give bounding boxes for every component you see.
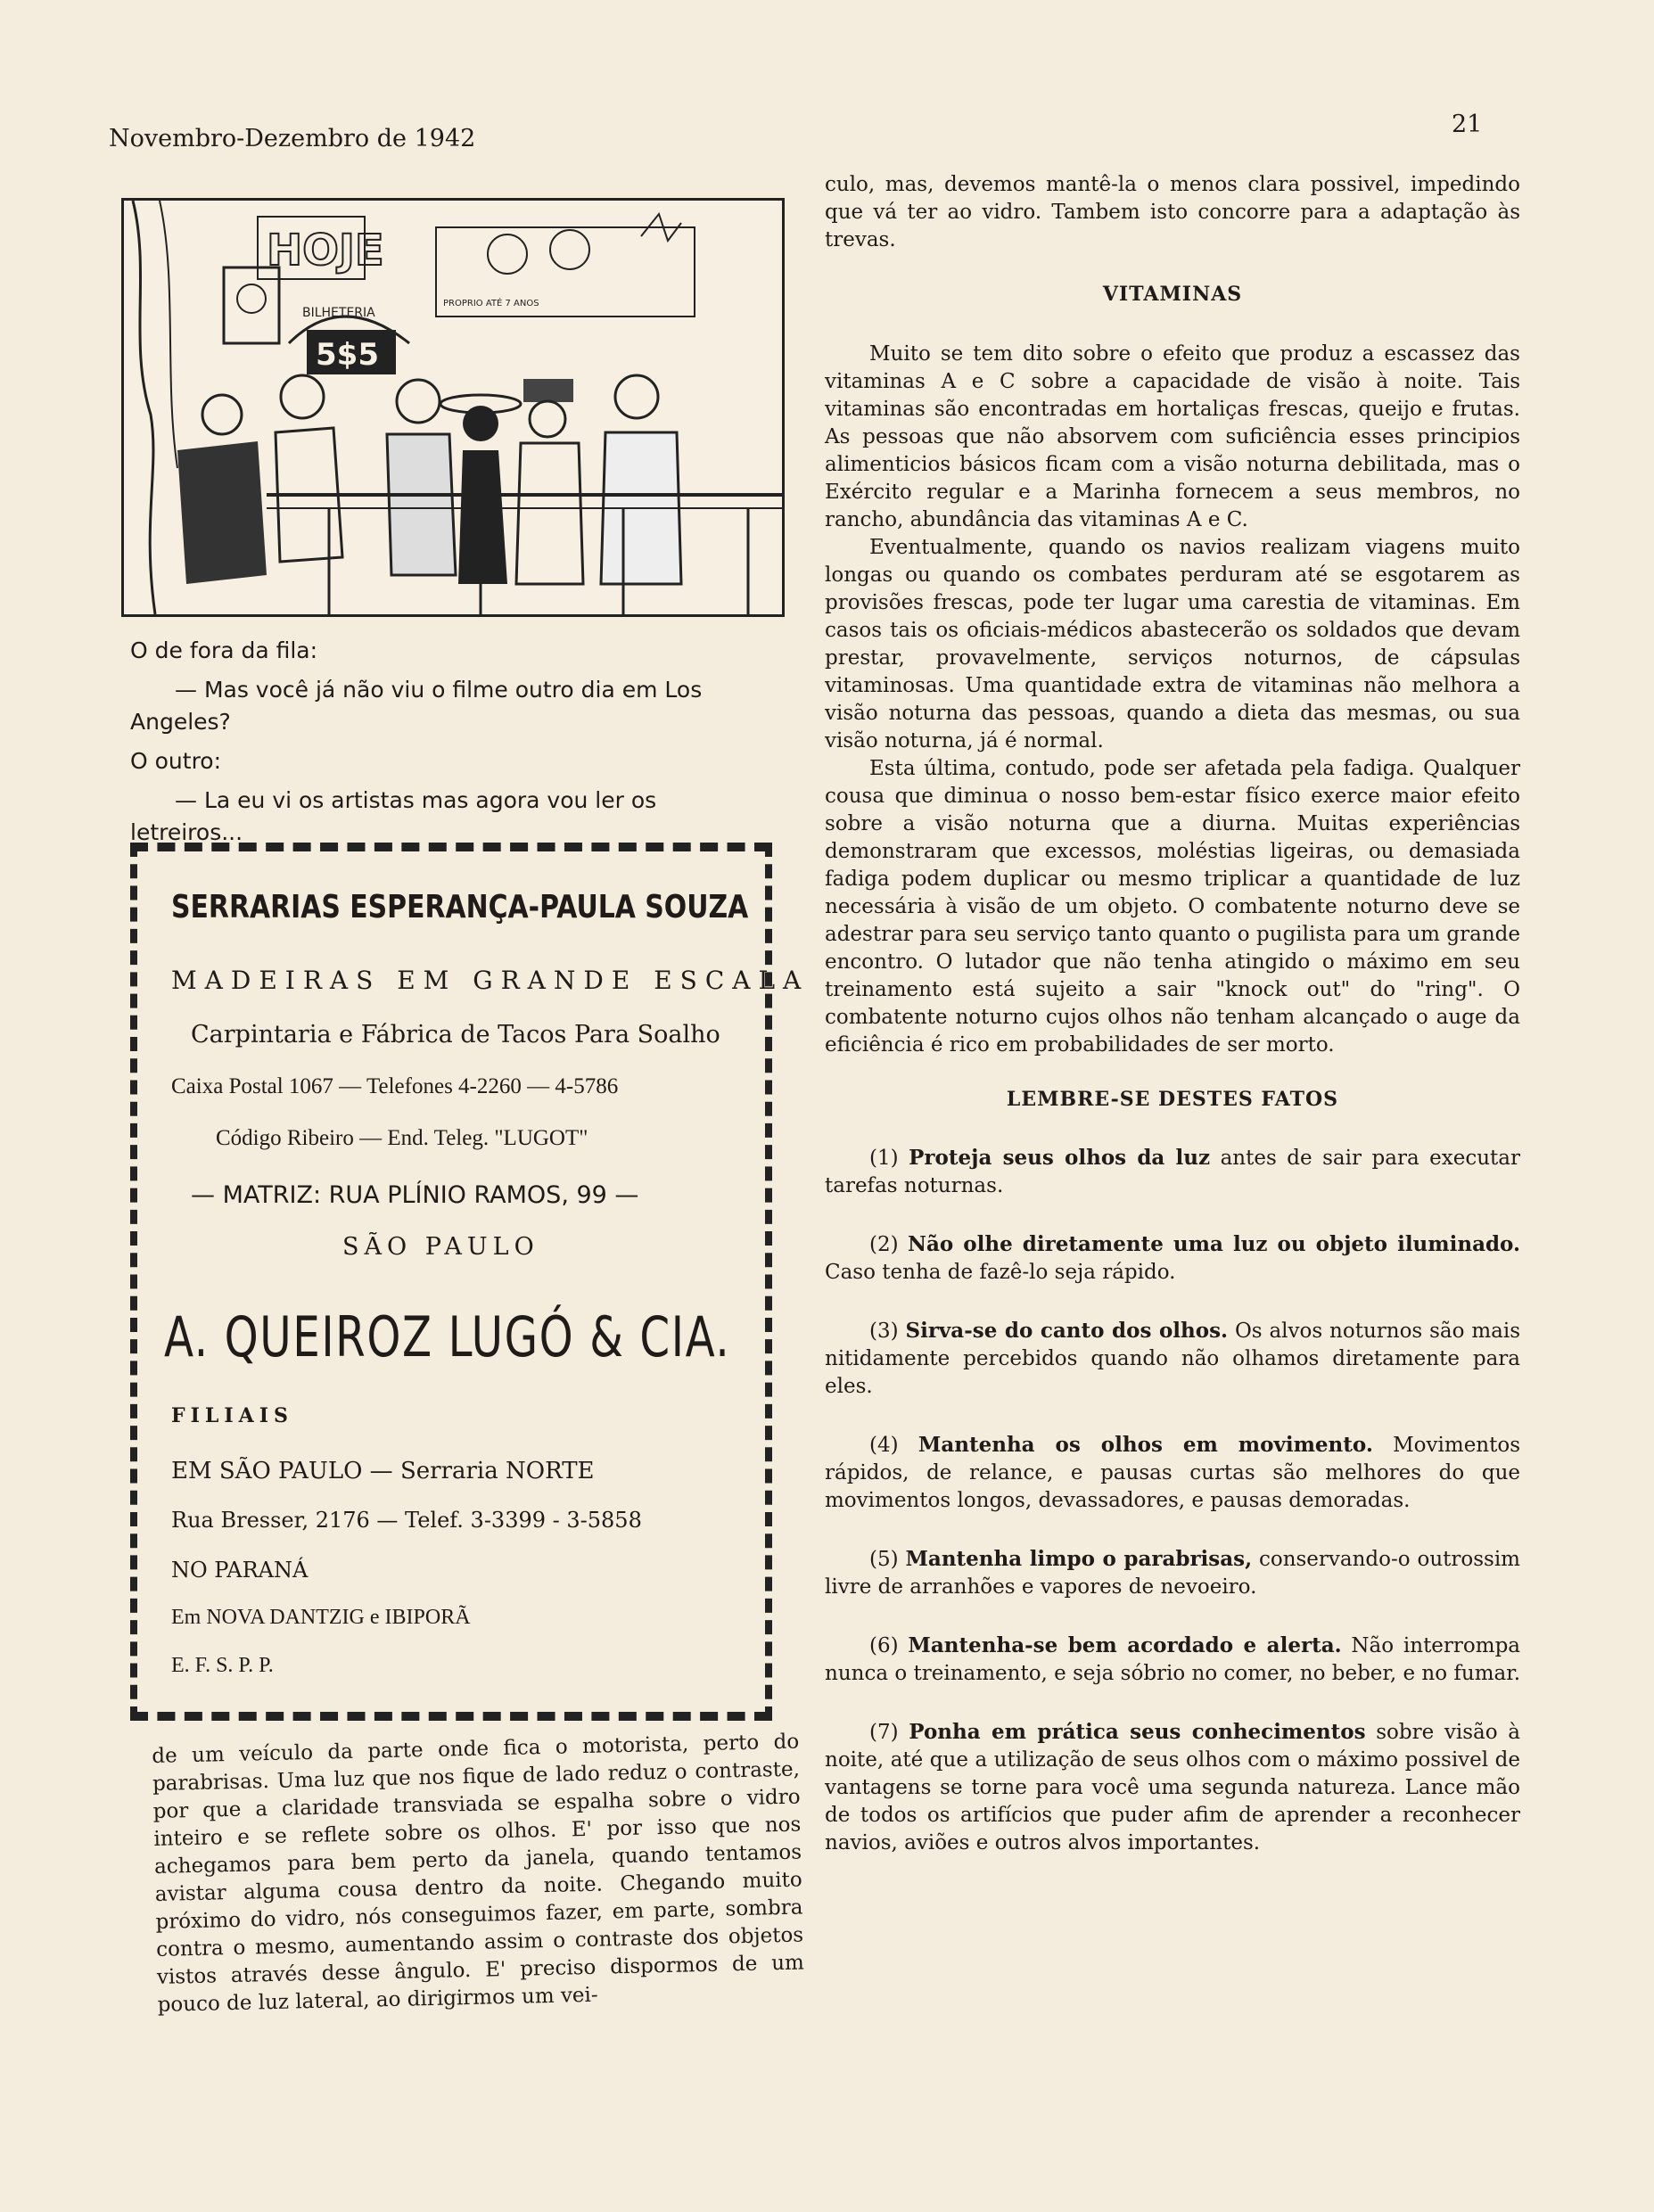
tip-number: (3) — [869, 1320, 899, 1343]
vitaminas-heading: VITAMINAS — [1102, 283, 1243, 306]
tip-bold: Proteja seus olhos da luz — [909, 1146, 1211, 1170]
ad-services: Carpintaria e Fábrica de Tacos Para Soalho — [191, 1021, 720, 1048]
tip-text: Caso tenha de fazê-lo seja rápido. — [825, 1261, 1176, 1284]
tip-bold: Mantenha os olhos em movimento. — [918, 1433, 1373, 1457]
caption-line-2: — Mas você já não viu o filme outro dia em Los Angeles? — [130, 677, 703, 735]
tip-text: Não interrompa nunca o treinamento, e seja sóbrio no comer, no beber, e no fumar. — [825, 1634, 1521, 1685]
vitaminas-paragraph-3: Esta última, contudo, pode ser afetada pela fadiga. Qualquer cousa que diminua o nosso bem-estar físico exerce maior efeito sobre a visão noturna que a diurna. Muitas experiências demonstraram que excessos, moléstias ligeiras, ou demasiada fadiga podem duplicar ou mesmo triplicar a quantidade de luz necessária à visão de um objeto. O combatente noturno deve se adestrar para seu serviço tanto quanto o pugilista para um grande encontro. O lutador que não tenha atingido o máximo em seu treinamento está sujeito a sair "knock out" do "ring". O combatente noturno cujos olhos não tenham alcançado o auge da eficiência é rico em probabilidades de ser morto. — [825, 757, 1520, 1057]
tip-1 — [825, 1144, 1520, 1200]
advertisement-box — [130, 843, 810, 1721]
caption-line-1: O de fora da fila: — [130, 637, 318, 663]
tip-bold: Não olhe diretamente uma luz ou objeto iluminado. — [907, 1232, 1520, 1256]
right-column — [825, 171, 1520, 1857]
ad-filial-parana: NO PARANÁ — [171, 1558, 309, 1583]
ad-city: SÃO PAULO — [342, 1233, 539, 1261]
cartoon-caption — [130, 635, 772, 856]
tip-bold: Mantenha-se bem acordado e alerta. — [908, 1633, 1342, 1657]
tip-text: Movimentos rápidos, de relance, e pausas curtas são melhores do que movimentos longos, devassadores, e pausas demoradas. — [825, 1434, 1521, 1512]
tip-7 — [825, 1718, 1520, 1857]
ad-filial-sao-paulo: EM SÃO PAULO — Serraria NORTE — [171, 1458, 595, 1484]
ad-filiais-label: FILIAIS — [171, 1404, 293, 1427]
tip-number: (7) — [869, 1721, 899, 1744]
ad-telegraph: Código Ribeiro — End. Teleg. "LUGOT" — [216, 1126, 588, 1150]
tip-number: (6) — [869, 1634, 899, 1657]
sign-price: 5$5 — [316, 337, 379, 373]
cartoon-drawing — [124, 201, 782, 614]
tip-6 — [825, 1632, 1520, 1688]
ad-company-name: SERRARIAS ESPERANÇA-PAULA SOUZA — [171, 889, 749, 925]
left-column-text — [152, 1729, 805, 2019]
ad-filial-sao-paulo-address: Rua Bresser, 2176 — Telef. 3-3399 - 3-5858 — [171, 1508, 642, 1533]
tip-2 — [825, 1230, 1520, 1287]
tip-bold: Mantenha limpo o parabrisas, — [905, 1547, 1253, 1571]
running-header: Novembro-Dezembro de 1942 — [109, 125, 476, 152]
tip-text: sobre visão à noite, até que a utilização de seus olhos com o máximo possivel de vantagens se torne para você uma segunda natureza. Lance mão de todos os artifícios que puder afim de aprender a reconhecer navios, aviões e outros alvos importantes. — [825, 1721, 1521, 1854]
ad-firm-name: A. QUEIROZ LUGÓ & CIA. — [164, 1304, 731, 1369]
tip-bold: Sirva-se do canto dos olhos. — [905, 1319, 1229, 1343]
tip-4 — [825, 1431, 1520, 1515]
tip-3 — [825, 1317, 1520, 1401]
fatos-heading: LEMBRE-SE DESTES FATOS — [1006, 1088, 1339, 1111]
sign-bilheteria: BILHETERIA — [302, 306, 375, 320]
ad-filial-parana-places: Em NOVA DANTZIG e IBIPORÃ — [171, 1606, 471, 1629]
sign-hoje: HOJE — [267, 226, 384, 275]
right-intro-paragraph: culo, mas, devemos mantê-la o menos clara possivel, impedindo que vá ter ao vidro. Tambem isto concorre para a adaptação às trevas. — [825, 173, 1520, 251]
tip-number: (5) — [869, 1548, 899, 1571]
tip-number: (4) — [869, 1434, 899, 1457]
ad-tagline: MADEIRAS EM GRANDE ESCALA — [171, 966, 810, 995]
tip-bold: Ponha em prática seus conhecimentos — [909, 1720, 1366, 1744]
vitaminas-paragraph-2: Eventualmente, quando os navios realizam viagens muito longas ou quando os combates perduram até se esgotarem as provisões frescas, pode ter lugar uma carestia de vitaminas. Em casos tais os oficiais-médicos abastecerão os soldados que devam prestar, provavelmente, serviços noturnos, de cápsulas vitaminosas. Uma quantidade extra de vitaminas não melhora a visão noturna das pessoas, quando a dieta das mesmas, ou sua visão noturna, já é normal. — [825, 536, 1520, 752]
left-paragraph: de um veículo da parte onde fica o motorista, perto do parabrisas. Uma luz que nos fique de lado reduz o contraste, por que a claridade transviada se espalha sobre o vidro inteiro e se reflete sobre os olhos. E' por isso que nos achegamos para bem perto da janela, quando tentamos avistar alguma cousa dentro da noite. Chegando muito próximo do vidro, nós conseguimos fazer, em parte, sombra contra o mesmo, aumentando assim o contraste dos objetos vistos através desse ângulo. E' preciso dispormos de um pouco de luz lateral, ao dirigirmos um vei- — [152, 1730, 805, 2017]
caption-line-3: O outro: — [130, 748, 222, 774]
ad-contact: Caixa Postal 1067 — Telefones 4-2260 — 4-5786 — [171, 1074, 619, 1098]
tip-text: conservando-o outrossim livre de arranhões e vapores de nevoeiro. — [825, 1548, 1520, 1599]
tip-number: (2) — [869, 1233, 899, 1256]
vitaminas-paragraph-1: Muito se tem dito sobre o efeito que produz a escassez das vitaminas A e C sobre a capacidade de visão à noite. Tais vitaminas são encontradas em hortaliças frescas, queijo e frutas. As pessoas que não absorvem com suficiência esses principios alimenticios básicos ficam com a visão noturna debilitada, mas o Exército regular e a Marinha fornecem a seus membros, no rancho, abundância das vitaminas A e C. — [825, 342, 1520, 531]
page-number: 21 — [1452, 111, 1483, 138]
caption-line-4: — La eu vi os artistas mas agora vou ler os letreiros... — [130, 787, 657, 845]
tip-number: (1) — [869, 1147, 899, 1170]
cartoon-illustration — [121, 198, 785, 617]
tip-text: antes de sair para executar tarefas noturnas. — [825, 1147, 1521, 1197]
ad-filial-parana-rail: E. F. S. P. P. — [171, 1654, 274, 1677]
sign-rating: PROPRIO ATÉ 7 ANOS — [443, 299, 539, 308]
tip-text: Os alvos noturnos são mais nitidamente percebidos quando não olhamos diretamente para eles. — [825, 1320, 1521, 1398]
ad-matriz: — MATRIZ: RUA PLÍNIO RAMOS, 99 — — [191, 1181, 639, 1209]
tip-5 — [825, 1545, 1520, 1601]
